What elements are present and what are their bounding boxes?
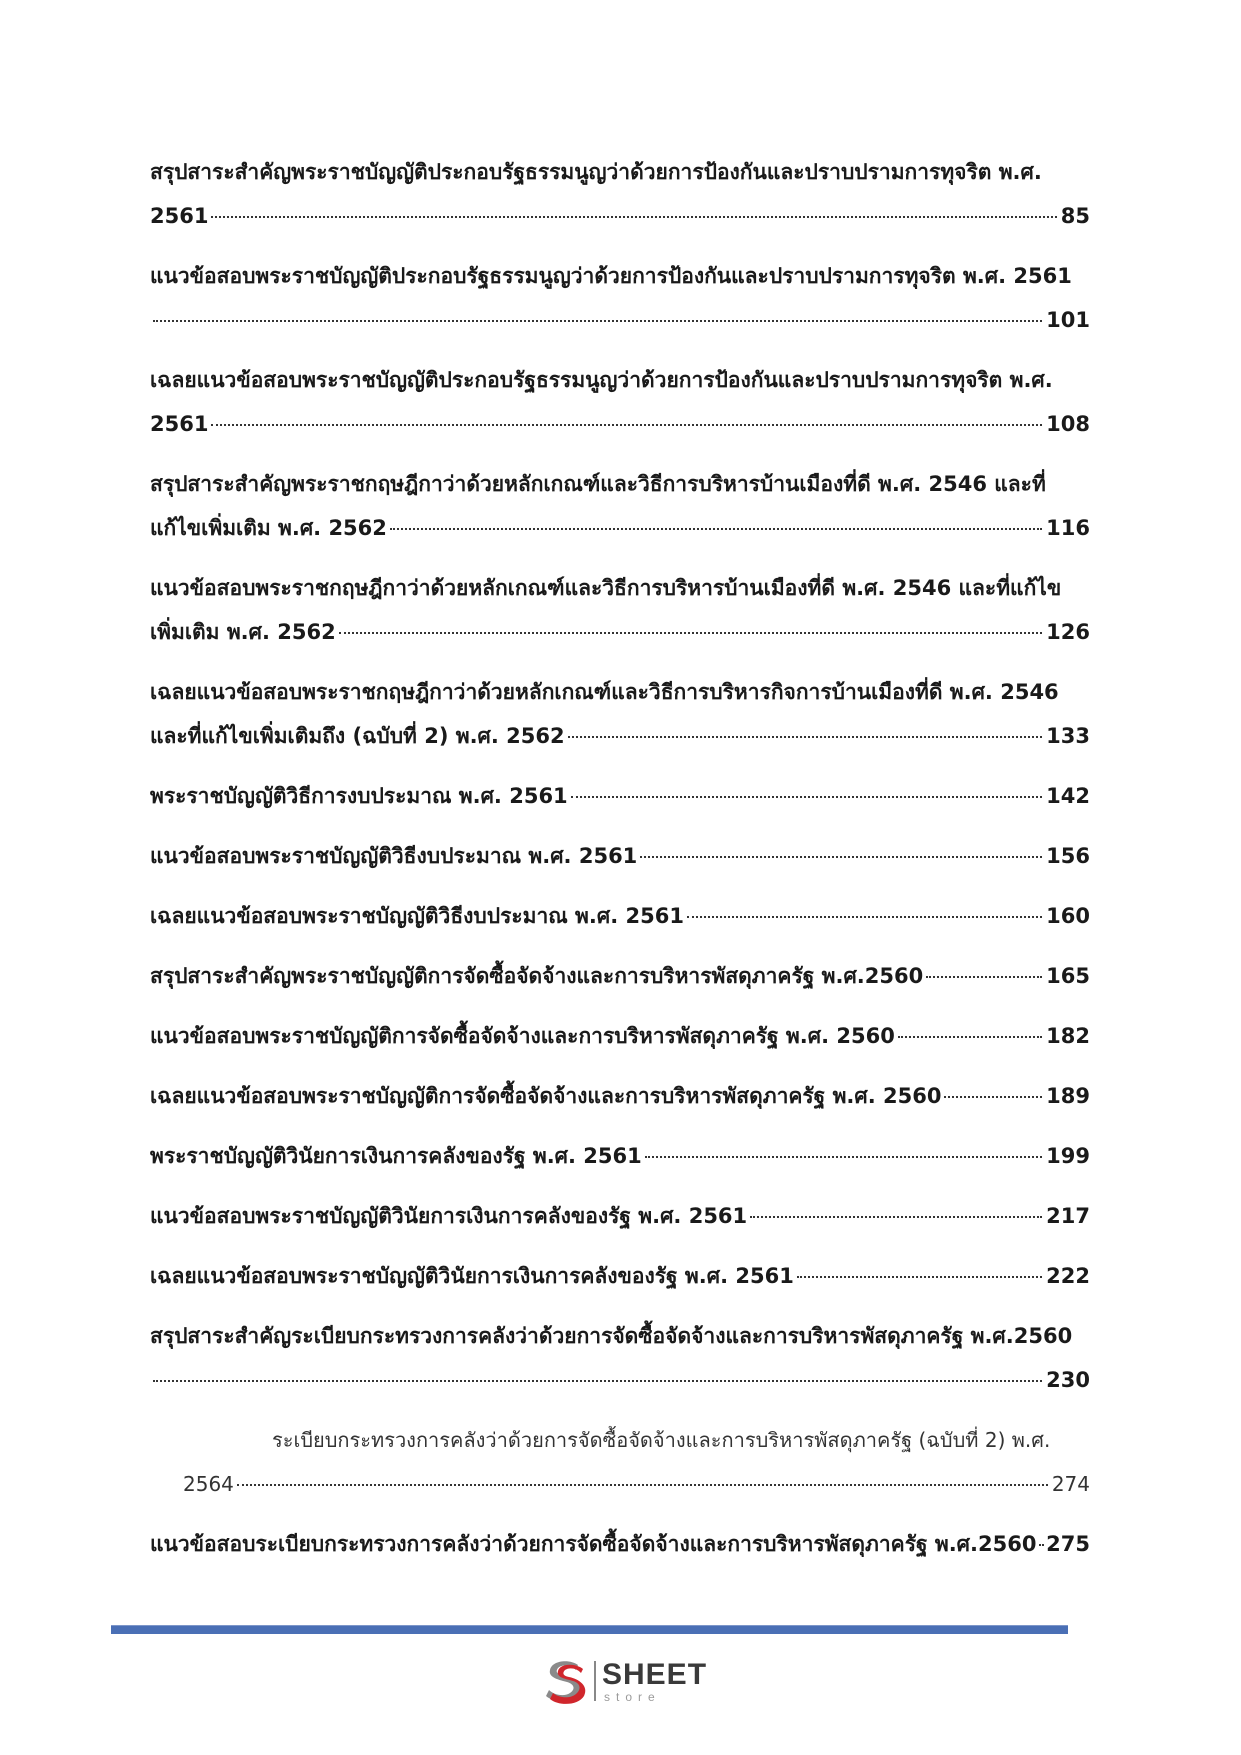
- dot-leader: [153, 320, 1042, 322]
- footer-divider-bar: [111, 1625, 1068, 1634]
- toc-page-number: 165: [1046, 964, 1090, 988]
- toc-entry[interactable]: [150, 1134, 1090, 1178]
- dot-leader: [898, 1036, 1042, 1038]
- dot-leader: [750, 1216, 1042, 1218]
- toc-page-number: 108: [1046, 412, 1090, 436]
- toc-page-number: 222: [1046, 1264, 1090, 1288]
- dot-leader: [568, 736, 1043, 738]
- toc-entry-title: สรุปสาระสำคัญพระราชบัญญัติการจัดซื้อจัดจ้างและการบริหารพัสดุภาครัฐ พ.ศ.2560: [150, 964, 924, 988]
- toc-page-number: 182: [1046, 1024, 1090, 1048]
- toc-entry-title: เฉลยแนวข้อสอบพระราชกฤษฎีกาว่าด้วยหลักเกณฑ์และวิธีการบริหารกิจการบ้านเมืองที่ดี พ.ศ. 2546: [150, 680, 1059, 704]
- toc-page-number: 85: [1060, 204, 1090, 228]
- dot-leader: [211, 424, 1042, 426]
- toc-page-number: 217: [1046, 1204, 1090, 1228]
- toc-entry-title: เฉลยแนวข้อสอบพระราชบัญญัติการจัดซื้อจัดจ้างและการบริหารพัสดุภาครัฐ พ.ศ. 2560: [150, 1084, 942, 1108]
- toc-page-number: 275: [1046, 1532, 1090, 1556]
- dot-leader: [390, 528, 1042, 530]
- logo-wordmark: SHEET: [602, 1657, 708, 1691]
- toc-entry[interactable]: [150, 1014, 1090, 1058]
- toc-entry[interactable]: [150, 254, 1090, 342]
- toc-entry-title-cont: เพิ่มเติม พ.ศ. 2562: [150, 620, 336, 644]
- dot-leader: [645, 1156, 1042, 1158]
- table-of-contents: [150, 150, 1090, 1582]
- toc-entry-title: พระราชบัญญัติวินัยการเงินการคลังของรัฐ พ.ศ. 2561: [150, 1144, 642, 1168]
- toc-entry-title-cont: 2561: [150, 204, 209, 228]
- dot-leader: [339, 632, 1042, 634]
- toc-page-number: 199: [1046, 1144, 1090, 1168]
- toc-page-number: 133: [1046, 724, 1090, 748]
- toc-entry-title: เฉลยแนวข้อสอบพระราชบัญญัติวินัยการเงินการคลังของรัฐ พ.ศ. 2561: [150, 1264, 794, 1288]
- toc-page-number: 156: [1046, 844, 1090, 868]
- toc-page-number: 189: [1046, 1084, 1090, 1108]
- toc-entry[interactable]: [150, 566, 1090, 654]
- sheet-store-logo-icon: [540, 1656, 590, 1706]
- toc-entry-title-cont: และที่แก้ไขเพิ่มเติมถึง (ฉบับที่ 2) พ.ศ. 2562: [150, 724, 565, 748]
- dot-leader: [687, 916, 1042, 918]
- toc-page-number: 142: [1046, 784, 1090, 808]
- toc-page-number: 126: [1046, 620, 1090, 644]
- toc-entry-title: สรุปสาระสำคัญระเบียบกระทรวงการคลังว่าด้วยการจัดซื้อจัดจ้างและการบริหารพัสดุภาครัฐ พ.ศ.2560: [150, 1324, 1073, 1348]
- dot-leader: [237, 1484, 1048, 1486]
- dot-leader: [571, 796, 1042, 798]
- dot-leader: [1039, 1544, 1042, 1546]
- toc-entry-title-cont: แก้ไขเพิ่มเติม พ.ศ. 2562: [150, 516, 387, 540]
- toc-entry-title: แนวข้อสอบพระราชกฤษฎีกาว่าด้วยหลักเกณฑ์และวิธีการบริหารบ้านเมืองที่ดี พ.ศ. 2546 และที่แก้ไข: [150, 576, 1062, 600]
- toc-page-number: 116: [1046, 516, 1090, 540]
- toc-entry[interactable]: [150, 150, 1090, 238]
- toc-entry[interactable]: [150, 670, 1090, 758]
- toc-entry-title-cont: 2561: [150, 412, 209, 436]
- toc-entry-title: แนวข้อสอบพระราชบัญญัติประกอบรัฐธรรมนูญว่าด้วยการป้องกันและปราบปรามการทุจริต พ.ศ. 2561: [150, 264, 1072, 288]
- toc-entry[interactable]: [150, 462, 1090, 550]
- dot-leader: [944, 1096, 1042, 1098]
- toc-entry-title: แนวข้อสอบพระราชบัญญัติการจัดซื้อจัดจ้างและการบริหารพัสดุภาครัฐ พ.ศ. 2560: [150, 1024, 895, 1048]
- toc-entry[interactable]: [150, 1522, 1090, 1566]
- toc-entry[interactable]: [150, 954, 1090, 998]
- dot-leader: [211, 216, 1056, 218]
- toc-entry[interactable]: [150, 358, 1090, 446]
- toc-page-number: 274: [1051, 1472, 1090, 1496]
- toc-entry-title: แนวข้อสอบพระราชบัญญัติวิธีงบประมาณ พ.ศ. 2561: [150, 844, 638, 868]
- toc-sub-entry[interactable]: [150, 1418, 1090, 1506]
- toc-entry[interactable]: [150, 834, 1090, 878]
- toc-page-number: 160: [1046, 904, 1090, 928]
- toc-entry-title: สรุปสาระสำคัญพระราชบัญญัติประกอบรัฐธรรมนูญว่าด้วยการป้องกันและปราบปรามการทุจริต พ.ศ.: [150, 160, 1042, 184]
- dot-leader: [797, 1276, 1042, 1278]
- dot-leader: [926, 976, 1042, 978]
- toc-entry[interactable]: [150, 1194, 1090, 1238]
- sheet-store-logo: [540, 1655, 707, 1707]
- toc-entry-title: แนวข้อสอบระเบียบกระทรวงการคลังว่าด้วยการจัดซื้อจัดจ้างและการบริหารพัสดุภาครัฐ พ.ศ.2560: [150, 1532, 1037, 1556]
- toc-entry-title-cont: 2564: [183, 1472, 234, 1496]
- toc-page-number: 101: [1046, 308, 1090, 332]
- logo-divider: [594, 1661, 596, 1701]
- toc-entry[interactable]: [150, 1074, 1090, 1118]
- toc-page-number: 230: [1046, 1368, 1090, 1392]
- logo-subtext: store: [604, 1689, 661, 1704]
- toc-entry-title: ระเบียบกระทรวงการคลังว่าด้วยการจัดซื้อจัดจ้างและการบริหารพัสดุภาครัฐ (ฉบับที่ 2) พ.ศ.: [272, 1428, 1051, 1452]
- toc-entry[interactable]: [150, 894, 1090, 938]
- toc-entry-title: สรุปสาระสำคัญพระราชกฤษฎีกาว่าด้วยหลักเกณฑ์และวิธีการบริหารบ้านเมืองที่ดี พ.ศ. 2546 และที่: [150, 472, 1046, 496]
- toc-entry[interactable]: [150, 774, 1090, 818]
- dot-leader: [640, 856, 1042, 858]
- dot-leader: [153, 1380, 1042, 1382]
- toc-entry-title: เฉลยแนวข้อสอบพระราชบัญญัติประกอบรัฐธรรมนูญว่าด้วยการป้องกันและปราบปรามการทุจริต พ.ศ.: [150, 368, 1053, 392]
- toc-entry-title: พระราชบัญญัติวิธีการงบประมาณ พ.ศ. 2561: [150, 784, 568, 808]
- toc-entry[interactable]: [150, 1254, 1090, 1298]
- toc-entry[interactable]: [150, 1314, 1090, 1402]
- toc-entry-title: เฉลยแนวข้อสอบพระราชบัญญัติวิธีงบประมาณ พ.ศ. 2561: [150, 904, 684, 928]
- toc-entry-title: แนวข้อสอบพระราชบัญญัติวินัยการเงินการคลังของรัฐ พ.ศ. 2561: [150, 1204, 748, 1228]
